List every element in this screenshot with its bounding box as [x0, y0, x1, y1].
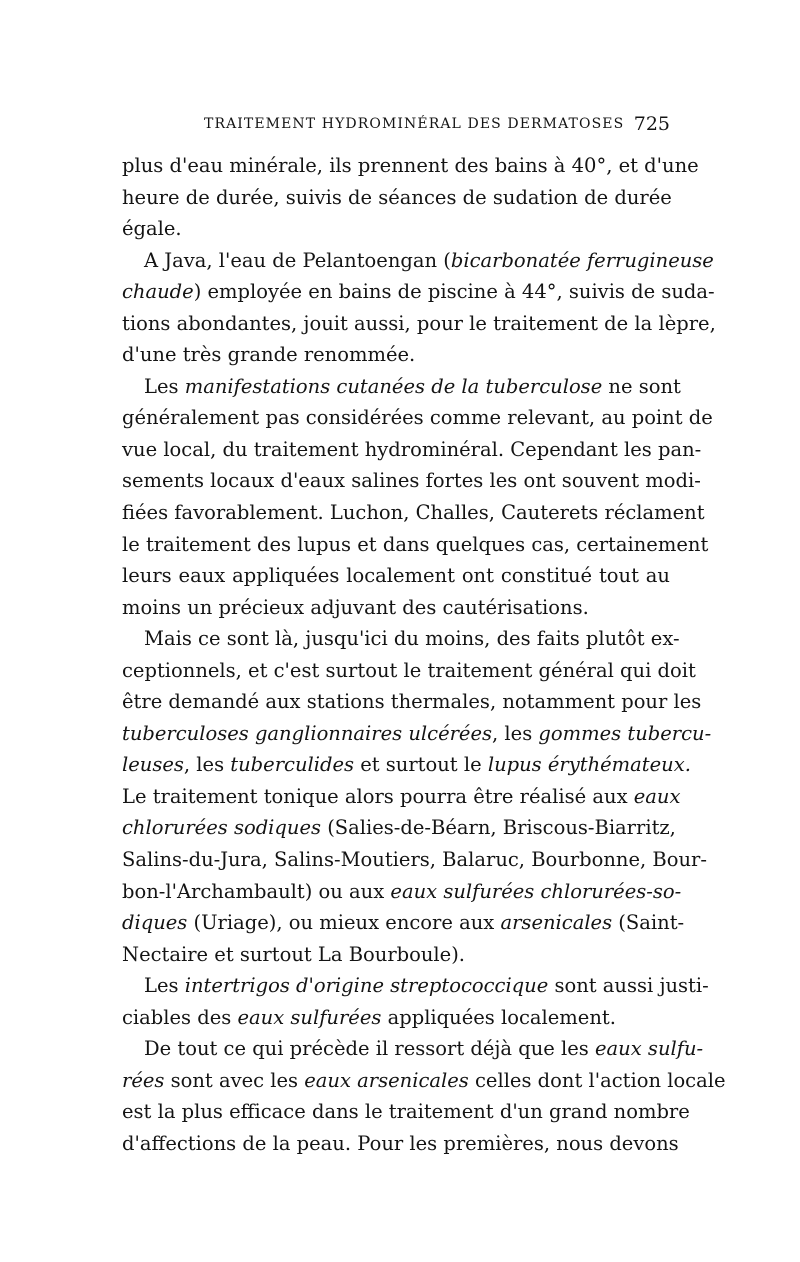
text-segment: être demandé aux stations thermales, notamment pour les	[122, 690, 702, 714]
text-segment: Le traitement tonique alors pourra être réalisé aux	[122, 784, 634, 808]
text-line	[122, 245, 714, 277]
italic-segment: gommes tubercu-	[538, 721, 712, 745]
text-segment: est la plus efficace dans le traitement d'un grand nombre	[122, 1100, 690, 1124]
text-line	[122, 686, 702, 718]
text-segment: , les	[183, 753, 231, 777]
text-segment: ne sont	[602, 374, 681, 398]
page-number: 725	[633, 113, 670, 135]
text-segment: fiées favorablement. Luchon, Challes, Cauterets réclament	[122, 501, 705, 525]
text-line	[122, 876, 682, 908]
text-line	[122, 655, 696, 687]
text-segment: (Uriage), ou mieux encore aux	[187, 911, 501, 935]
text-segment: d'une très grande renommée.	[122, 343, 416, 367]
text-segment: heure de durée, suivis de séances de sudation de durée	[122, 185, 672, 209]
running-title: TRAITEMENT HYDROMINÉRAL DES DERMATOSES	[204, 116, 625, 132]
text-line	[122, 592, 670, 624]
text-segment: égale.	[122, 217, 182, 241]
text-segment: leurs eaux appliquées localement ont constitué tout au	[122, 564, 670, 588]
italic-segment: chlorurées sodiques	[122, 816, 321, 840]
text-segment: A Java, l'eau de Pelantoengan (	[144, 248, 451, 272]
text-segment: bon-l'Archambault) ou aux	[122, 879, 391, 903]
italic-segment: chaude	[122, 280, 194, 304]
text-segment: appliquées localement.	[381, 1005, 616, 1029]
text-segment: tions abondantes, jouit aussi, pour le traitement de la lèpre,	[122, 311, 716, 335]
text-segment: et surtout le	[354, 753, 488, 777]
text-segment: ciables des	[122, 1005, 238, 1029]
italic-segment: manifestations cutanées de la tuberculose	[184, 374, 603, 398]
text-line	[122, 560, 670, 592]
italic-segment: leuses	[122, 753, 184, 777]
italic-segment: tuberculides	[230, 753, 355, 777]
text-line	[122, 844, 707, 876]
text-line	[122, 623, 680, 655]
text-line	[122, 749, 691, 781]
text-line	[122, 812, 676, 844]
italic-segment: bicarbonatée ferrugineuse	[450, 248, 714, 272]
italic-segment: eaux sulfurées	[237, 1005, 382, 1029]
text-line	[122, 465, 701, 497]
text-segment: , les	[492, 721, 539, 745]
text-segment: d'affections de la peau. Pour les premières, nous devons	[122, 1131, 679, 1155]
text-segment: le traitement des lupus et dans quelques cas, certainement	[122, 532, 709, 556]
text-segment: Les	[144, 974, 185, 998]
text-line	[122, 308, 716, 340]
text-line	[122, 1096, 690, 1128]
running-head	[122, 113, 670, 138]
text-line	[122, 276, 715, 308]
text-segment: (Saint-	[612, 911, 685, 935]
text-segment: plus d'eau minérale, ils prennent des bains à 40°, et d'une	[122, 154, 699, 177]
text-line	[122, 1002, 670, 1034]
italic-segment: diques	[122, 911, 188, 935]
text-line	[122, 402, 713, 434]
text-line	[122, 182, 670, 214]
text-segment: sont avec les	[164, 1068, 305, 1092]
text-line	[122, 150, 699, 182]
text-segment: ) employée en bains de piscine à 44°, suivis de suda-	[193, 280, 715, 304]
text-line	[122, 434, 702, 466]
text-line	[122, 529, 709, 561]
text-segment: De tout ce qui précède il ressort déjà que les	[144, 1037, 596, 1061]
text-segment: Salins-du-Jura, Salins-Moutiers, Balaruc, Bourbonne, Bour-	[122, 848, 707, 872]
text-line	[122, 939, 670, 971]
italic-segment: tuberculoses ganglionnaires ulcérées	[122, 721, 493, 745]
italic-segment: eaux sulfurées chlorurées-so-	[390, 879, 682, 903]
text-segment: (Salies-de-Béarn, Briscous-Biarritz,	[321, 816, 676, 840]
italic-segment: rées	[122, 1068, 165, 1092]
text-segment: Mais ce sont là, jusqu'ici du moins, des faits plutôt ex-	[144, 627, 680, 651]
italic-segment: intertrigos d'origine streptococcique	[184, 974, 549, 998]
text-line	[122, 1033, 704, 1065]
text-segment: sements locaux d'eaux salines fortes les ont souvent modi-	[122, 469, 701, 493]
text-line	[122, 371, 681, 403]
text-line	[122, 1065, 726, 1097]
italic-segment: eaux	[633, 784, 681, 808]
text-line	[122, 718, 712, 750]
text-line	[122, 907, 685, 939]
text-segment: ceptionnels, et c'est surtout le traitement général qui doit	[122, 658, 696, 682]
text-segment: Les	[144, 374, 185, 398]
text-segment: vue local, du traitement hydrominéral. Cependant les pan-	[122, 437, 702, 461]
body-text	[122, 150, 726, 1160]
text-segment: généralement pas considérées comme relevant, au point de	[122, 406, 713, 430]
text-segment: moins un précieux adjuvant des cautérisations.	[122, 595, 589, 619]
italic-segment: eaux arsenicales	[304, 1068, 469, 1092]
italic-segment: eaux sulfu-	[595, 1037, 704, 1061]
text-line	[122, 1128, 679, 1160]
text-line	[122, 339, 670, 371]
italic-segment: lupus érythémateux.	[487, 753, 691, 777]
text-segment: sont aussi justi-	[548, 974, 709, 998]
text-line	[122, 781, 681, 813]
text-line	[122, 970, 709, 1002]
italic-segment: arsenicales	[500, 911, 613, 935]
text-segment: Nectaire et surtout La Bourboule).	[122, 942, 466, 966]
text-segment: celles dont l'action locale	[468, 1068, 726, 1092]
text-line	[122, 497, 705, 529]
text-line	[122, 213, 670, 245]
